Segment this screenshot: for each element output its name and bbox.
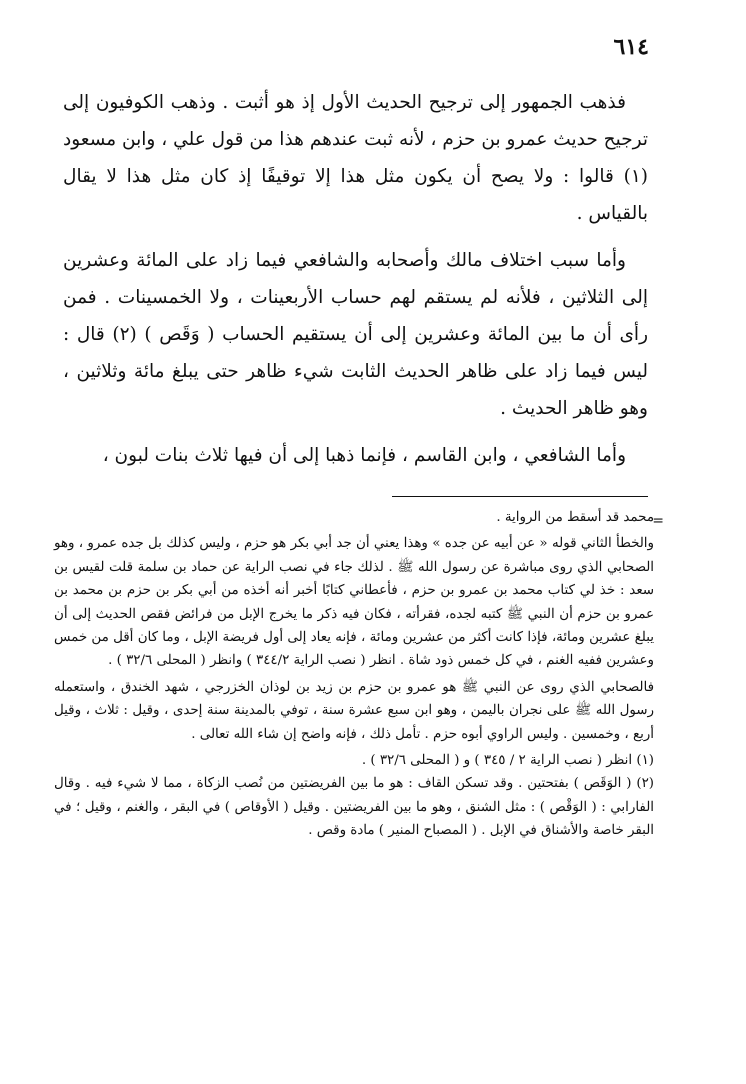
main-text bbox=[63, 84, 648, 484]
footnote-continued-3: فالصحابي الذي روى عن النبي ﷺ هو عمرو بن حزم بن زيد بن لوذان الخزرجي ، شهد الخندق ، واستعمله رسول الله ﷺ على نجران باليمن ، وهو ابن سبع عشرة سنة ، توفي بالمدينة سنة إحدى ، وقيل : ثلاث ، وقيل أربع ، وخمسين . وليس الراوي أبوه حزم . تأمل ذلك ، فإنه واضح إن شاء الله تعالى . bbox=[54, 679, 654, 742]
footnote-2: (٢) ( الوَقَص ) بفتحتين . وقد تسكن القاف : هو ما بين الفريضتين من نُصب الزكاة ، مما لا شيء فيه . وقال الفارابي : ( الوَقْص ) : مثل الشنق ، وهو ما بين الفريضتين . وقيل ( الأوقاص ) في البقر ، والغنم ، وقيل ؛ في البقر خاصة والأشناق في الإبل . ( المصباح المنير ) مادة وقص . bbox=[54, 776, 654, 839]
continuation-marker: = bbox=[652, 513, 664, 529]
footnote-divider bbox=[392, 496, 648, 497]
paragraph-2: وأما سبب اختلاف مالك وأصحابه والشافعي فيما زاد على المائة وعشرين إلى الثلاثين ، فلأنه لم يستقم لهم حساب الأربعينات ، ولا الخمسينات . فمن رأى أن ما بين المائة وعشرين إلى أن يستقيم الحساب ( وَقَص ) (٢) قال : ليس فيما زاد على ظاهر الحديث الثابت شيء ظاهر حتى يبلغ مائة وثلاثين ، وهو ظاهر الحديث . bbox=[63, 250, 648, 419]
footnote-1: (١) انظر ( نصب الراية ٢ / ٣٤٥ ) و ( المحلى ٣٢/٦ ) . bbox=[361, 753, 654, 769]
paragraph-3: وأما الشافعي ، وابن القاسم ، فإنما ذهبا إلى أن فيها ثلاث بنات لبون ، bbox=[102, 445, 626, 466]
footnote-continued-1: محمد قد أسقط من الرواية . bbox=[496, 510, 654, 525]
paragraph-1: فذهب الجمهور إلى ترجيح الحديث الأول إذ هو أثبت . وذهب الكوفيون إلى ترجيح حديث عمرو بن حزم ، لأنه ثبت عندهم هذا من قول علي ، وابن مسعود (١) قالوا : ولا يصح أن يكون مثل هذا إلا توقيفًا إذ كان مثل هذا لا يقال بالقياس . bbox=[63, 92, 648, 224]
page-number: ٦١٤ bbox=[613, 34, 649, 60]
footnote-continued-2: والخطأ الثاني قوله « عن أبيه عن جده » وهذا يعني أن جد أبي بكر هو حزم ، وليس كذلك بل جده عمرو ، وهو الصحابي الذي روى مباشرة عن رسول الله ﷺ . لذلك جاء في نصب الراية عن حماد بن سلمة قلت لقيس بن سعد : خذ لي كتاب محمد بن عمرو بن حزم ، فأعطاني كتابًا أخبر أنه أخذه من أبي بكر بن حزم بن محمد بن عمرو بن حزم أن النبي ﷺ كتبه لجده، فقرأته ، فكان فيه ذكر ما يخرج الإبل من فرائض فقص الحديث إلى أن يبلغ عشرين ومائة، فإذا كانت أكثر من عشرين ومائة ، فإنه يعاد إلى أول فريضة الإبل ، وما كان أقل من خمس وعشرين ففيه الغنم ، في كل خمس ذود شاة . انظر ( نصب الراية ٣٤٤/٢ ) وانظر ( المحلى ٣٢/٦ ) . bbox=[54, 536, 654, 669]
footnotes bbox=[54, 506, 654, 843]
